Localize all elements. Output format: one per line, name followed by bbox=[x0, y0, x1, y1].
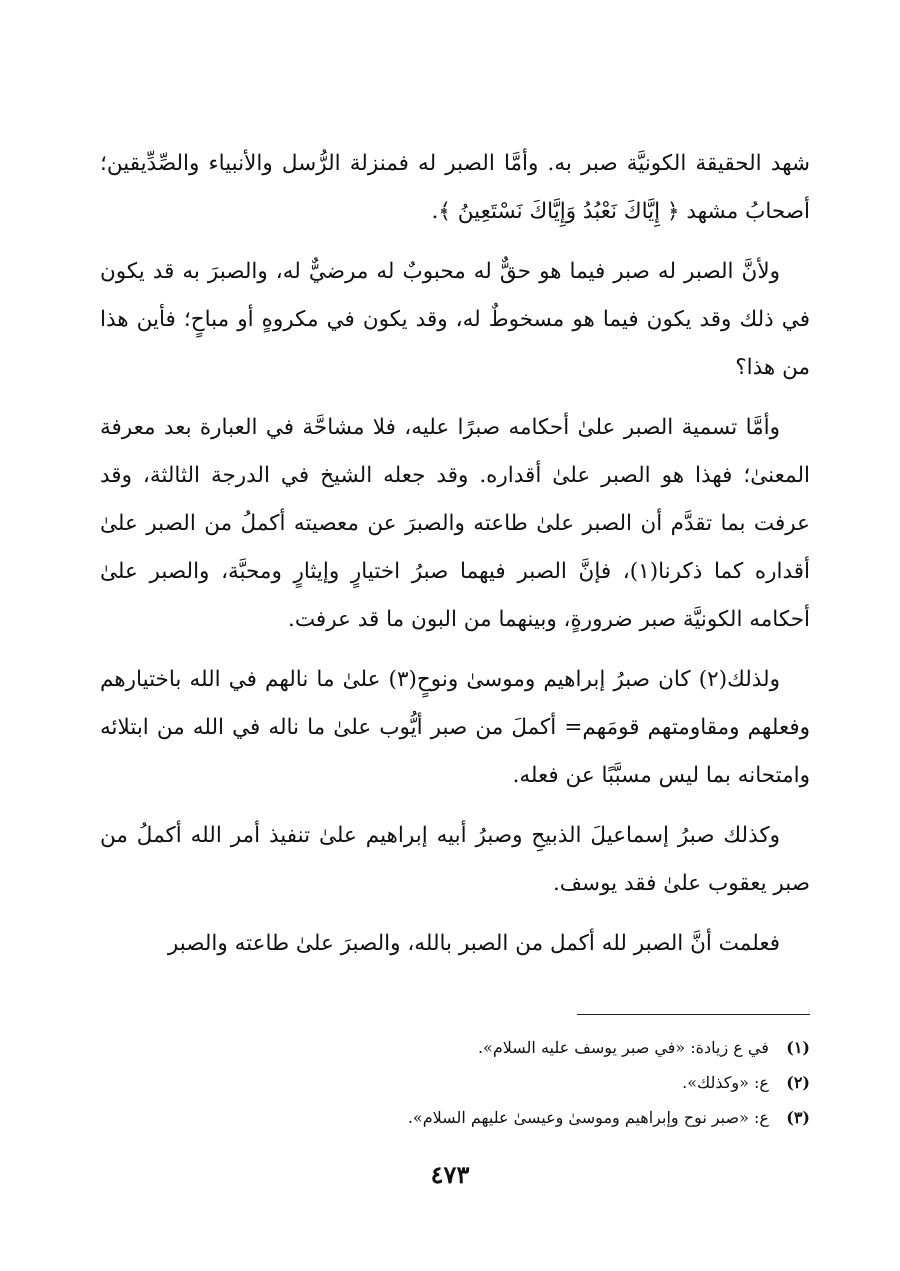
paragraph-6-lead: فعلمت أنَّ الصبر لله أكمل من الصبر بالله، والصبرَ علىٰ طاعته والصبر bbox=[167, 931, 780, 956]
main-text bbox=[100, 140, 810, 980]
paragraph-4 bbox=[100, 656, 810, 800]
footnote-2-number: (٢) bbox=[786, 1073, 810, 1092]
paragraph-5-text: أكملُ من صبر يعقوب علىٰ فقد يوسف. bbox=[100, 823, 810, 896]
footnotes bbox=[100, 1030, 810, 1135]
paragraph-5-lead: وكذلك صبرُ إسماعيلَ الذبيحِ وصبرُ أبيه إبراهيم علىٰ تنفيذ أمر الله bbox=[190, 823, 780, 848]
paragraph-3-lead: وأمَّا تسمية الصبر علىٰ أحكامه صبرًا عليه، فلا مشاحَّة في العبارة بعد bbox=[163, 415, 780, 440]
paragraph-4-lead: ولذلك(٢) كان صبرُ إبراهيم وموسىٰ ونوحٍ(٣) علىٰ ما نالهم في الله bbox=[189, 667, 780, 692]
paragraph-3-text: معرفة المعنىٰ؛ فهذا هو الصبر علىٰ أقداره. وقد جعله الشيخ في الدرجة الثالثة، وقد عرفت بما تقدَّم أن الصبر علىٰ طاعته والصبرَ عن معصيته أكملُ من الصبر علىٰ أقداره كما ذكرنا(١)، فإنَّ الصبر فيهما صبرُ اختيارٍ وإيثارٍ ومحبَّة، والصبر علىٰ أحكامه الكونيَّة صبر ضرورةٍ، وبينهما من البون ما قد عرفت. bbox=[100, 415, 810, 632]
paragraph-6 bbox=[100, 920, 810, 968]
paragraph-2 bbox=[100, 248, 810, 392]
paragraph-1-text: شهد الحقيقة الكونيَّة صبر به. وأمَّا الصبر له فمنزلة الرُّسل والأنبياء والصِّدِّيقين؛ أصحابُ مشهد ﴿ إِيَّاكَ نَعْبُدُ وَإِيَّاكَ نَسْتَعِينُ ﴾. bbox=[100, 151, 810, 224]
paragraph-2-lead: ولأنَّ الصبر له صبر فيما هو حقٌّ له محبوبٌ له مرضيٌّ له، والصبرَ به قد bbox=[152, 259, 780, 284]
footnote-separator bbox=[577, 1014, 810, 1015]
footnote-3-text: ع: «صبر نوح وإبراهيم وموسىٰ وعيسىٰ عليهم السلام». bbox=[407, 1108, 769, 1127]
paragraph-2-text: يكون في ذلك وقد يكون فيما هو مسخوطٌ له، وقد يكون في مكروهٍ أو مباحٍ؛ فأين هذا من هذا؟ bbox=[100, 259, 810, 380]
paragraph-1 bbox=[100, 140, 810, 236]
footnote-1-number: (١) bbox=[786, 1038, 810, 1057]
footnote-1-text: في ع زيادة: «في صبر يوسف عليه السلام». bbox=[477, 1038, 769, 1057]
footnote-3 bbox=[100, 1100, 810, 1135]
page-number: ٤٧٣ bbox=[430, 1160, 470, 1189]
footnote-1 bbox=[100, 1030, 810, 1065]
footnote-2 bbox=[100, 1065, 810, 1100]
paragraph-4-text: باختيارهم وفعلهم ومقاومتهم قومَهم= أكملَ من صبر أيُّوب علىٰ ما ناله في الله من ابتلائه وامتحانه بما ليس مسبَّبًا عن فعله. bbox=[100, 667, 810, 788]
footnote-3-number: (٣) bbox=[786, 1108, 810, 1127]
paragraph-3 bbox=[100, 404, 810, 644]
paragraph-5 bbox=[100, 812, 810, 908]
footnote-2-text: ع: «وكذلك». bbox=[682, 1073, 769, 1092]
